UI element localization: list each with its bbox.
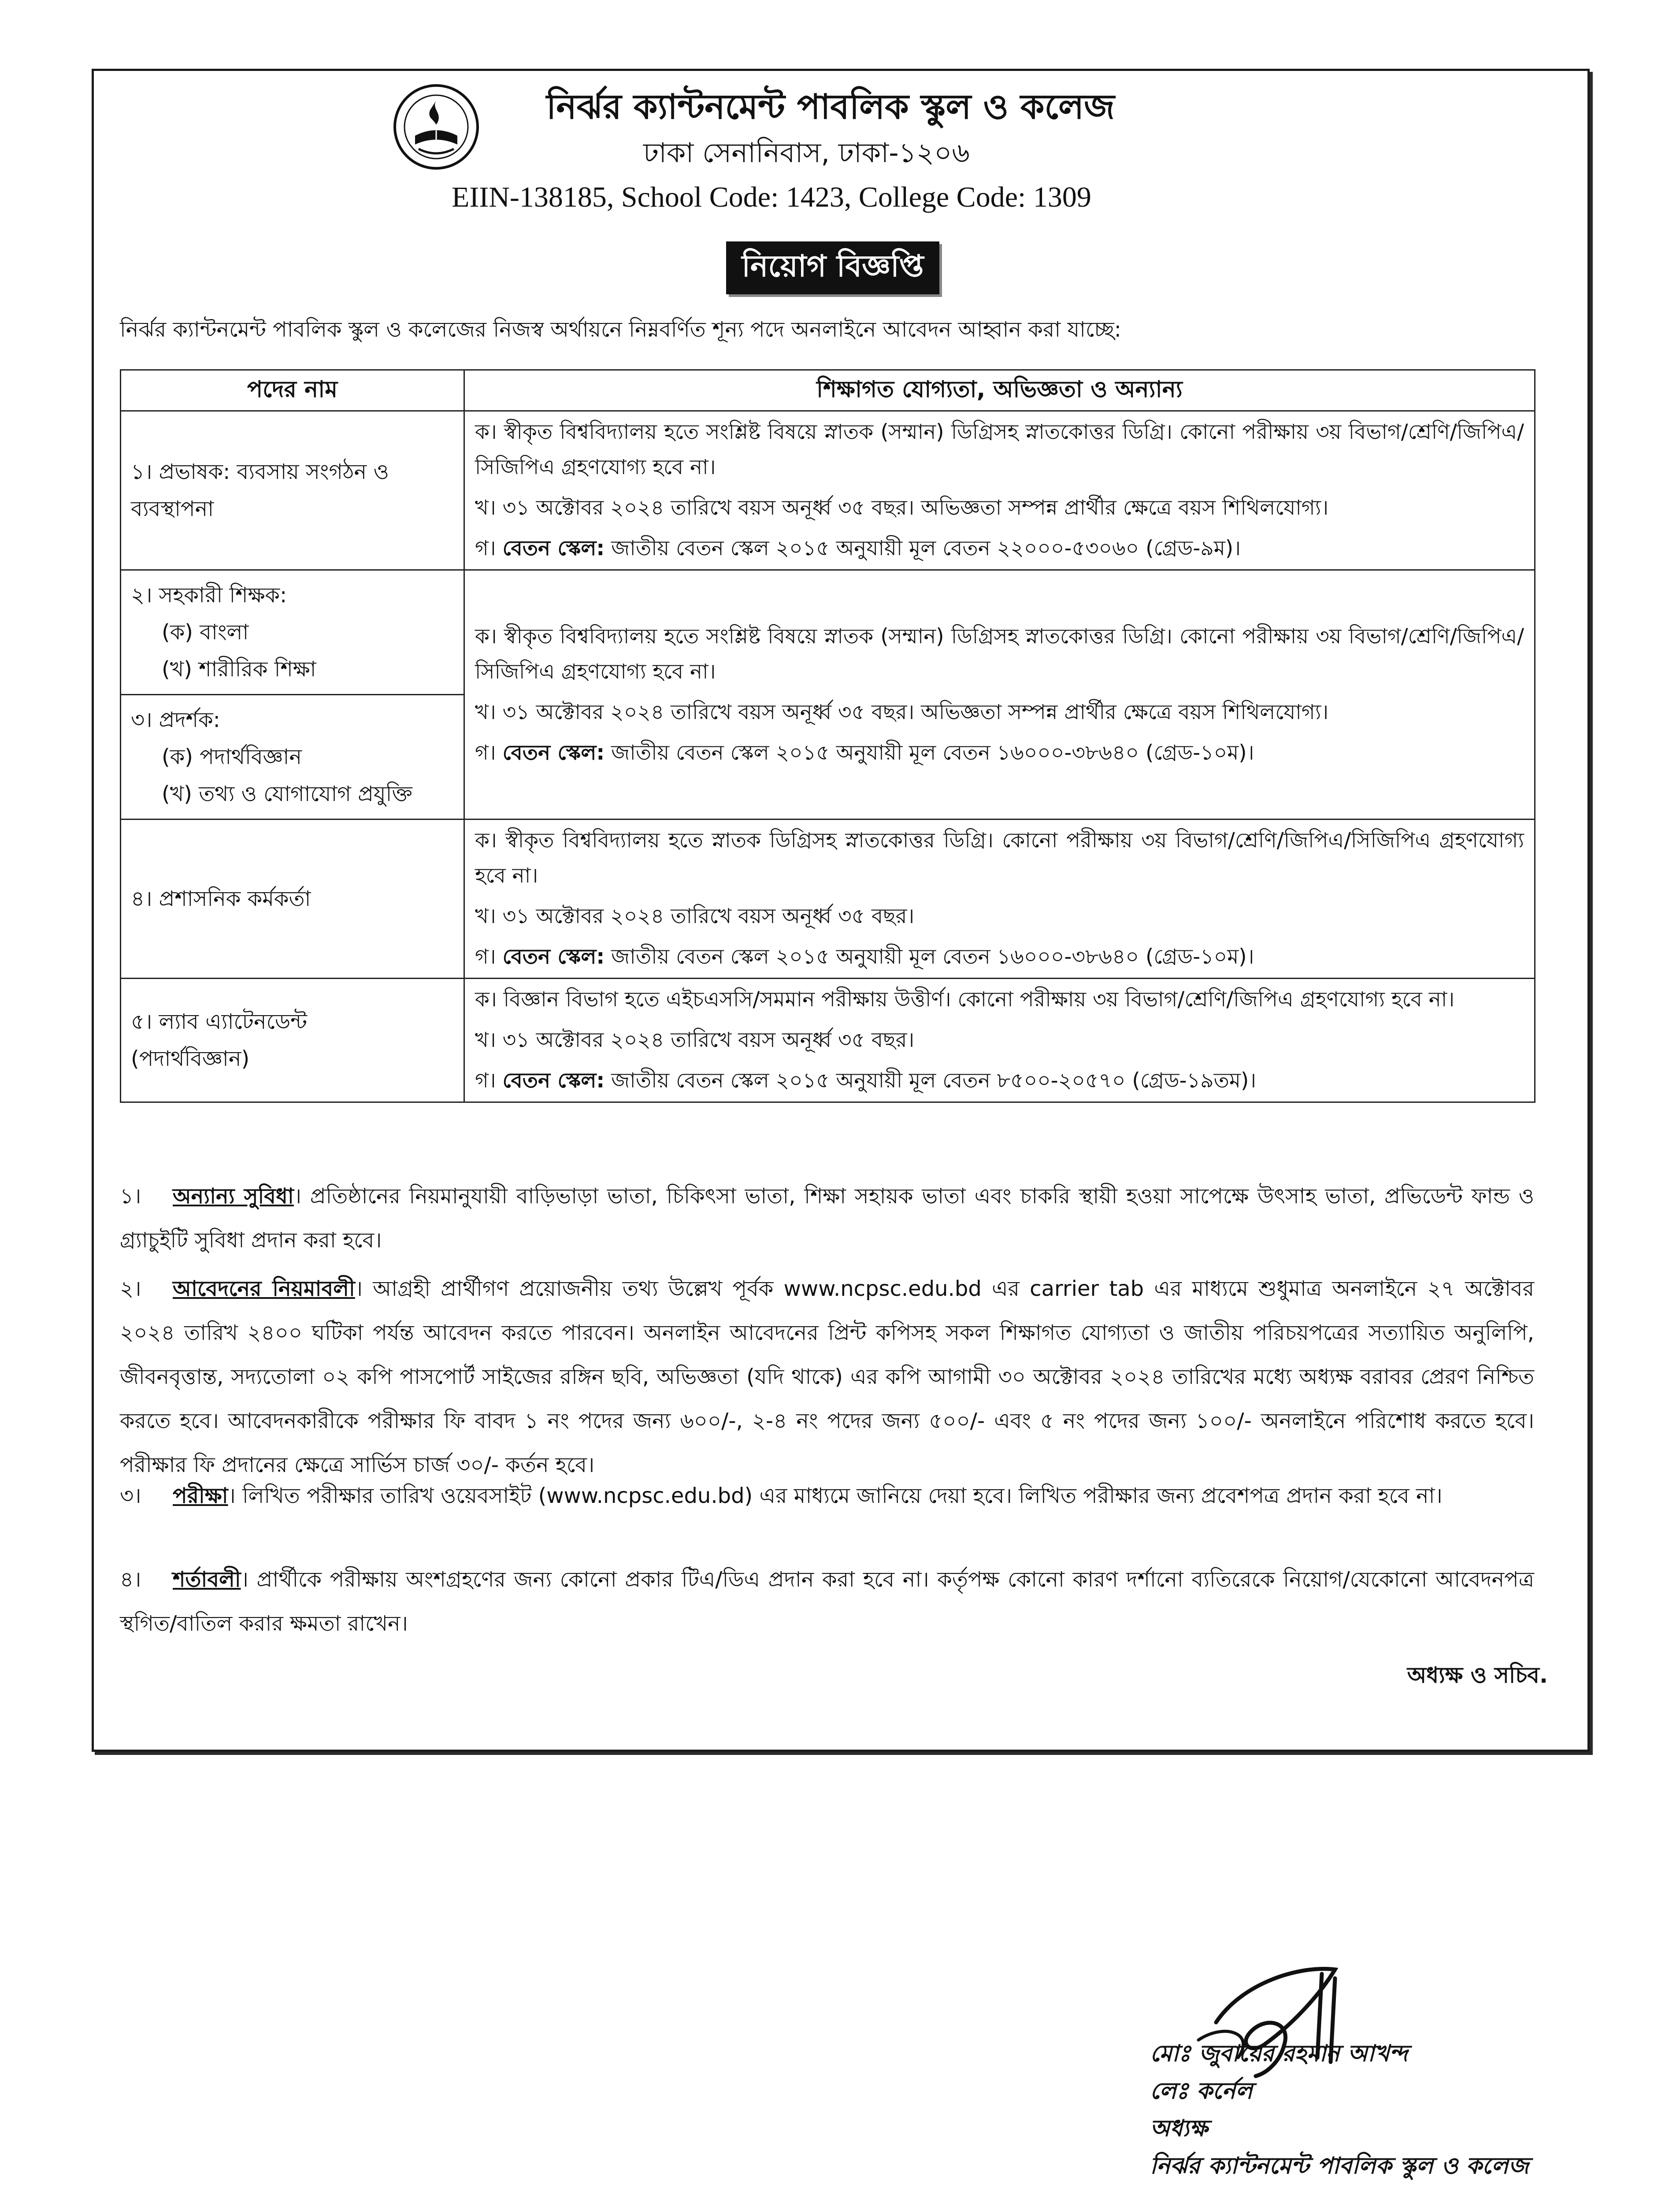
- term-number: ৩।: [120, 1484, 141, 1508]
- signatory-title: অধ্যক্ষ: [1150, 2115, 1208, 2142]
- requirement-education: ক। স্বীকৃত বিশ্ববিদ্যালয় হতে সংশ্লিষ্ট বিষয়ে স্নাতক (সম্মান) ডিগ্রিসহ স্নাতকোত্তর ডিগ্রি। কোনো পরীক্ষায় ৩য় বিভাগ/শ্রেণি/জিপিএ/সিজিপিএ গ্রহণযোগ্য হবে না।: [475, 420, 1524, 479]
- term-heading: পরীক্ষা: [173, 1484, 228, 1508]
- post-line: (ক) পদার্থবিজ্ঞান: [162, 745, 302, 769]
- term-benefits: [120, 1174, 1534, 1262]
- post-cell: [121, 570, 464, 820]
- table-header-row: [121, 370, 1535, 411]
- table-row: [121, 411, 1535, 570]
- intro-text: নির্ঝর ক্যান্টনমেন্ট পাবলিক স্কুল ও কলেজের নিজস্ব অর্থায়নে নিম্নবর্ণিত শূন্য পদে অনলাইনে আবেদন আহ্বান করা যাচ্ছে:: [120, 317, 1121, 342]
- requirement-age: খ। ৩১ অক্টোবর ২০২৪ তারিখে বয়স অনূর্ধ্ব ৩৫ বছর।: [475, 904, 915, 928]
- post-group-demonstrator: [121, 695, 464, 819]
- term-heading: শর্তাবলী: [173, 1567, 241, 1592]
- post-cell: [121, 820, 464, 979]
- requirement-age: খ। ৩১ অক্টোবর ২০২৪ তারিখে বয়স অনূর্ধ্ব ৩৫ বছর। অভিজ্ঞতা সম্পন্ন প্রার্থীর ক্ষেত্রে বয়স শিথিলযোগ্য।: [475, 700, 1329, 724]
- term-number: ১।: [120, 1184, 141, 1209]
- post-line: (খ) তথ্য ও যোগাযোগ প্রযুক্তি: [162, 782, 412, 806]
- institution-codes: EIIN-138185, School Code: 1423, College Code: 1309: [452, 181, 1091, 213]
- post-group-assistant-teacher: [121, 571, 464, 695]
- requirement-education: ক। বিজ্ঞান বিভাগ হতে এইচএসসি/সমমান পরীক্ষায় উত্তীর্ণ। কোনো পরীক্ষায় ৩য় বিভাগ/শ্রেণি/জিপিএ গ্রহণযোগ্য হবে না।: [475, 987, 1455, 1012]
- requirements-cell: [464, 570, 1535, 820]
- table-row: [121, 820, 1535, 979]
- requirement-salary: গ। বেতন স্কেল: জাতীয় বেতন স্কেল ২০১৫ অনুযায়ী মূল বেতন ৮৫০০-২০৫৭০ (গ্রেড-১৯তম)।: [475, 1068, 1257, 1093]
- term-application-rules: [120, 1267, 1534, 1487]
- vacancy-table: [120, 369, 1535, 1103]
- requirement-salary: গ। বেতন স্কেল: জাতীয় বেতন স্কেল ২০১৫ অনুযায়ী মূল বেতন ১৬০০০-৩৮৬৪০ (গ্রেড-১০ম)।: [475, 740, 1254, 765]
- signoff-text: অধ্যক্ষ ও সচিব.: [1407, 1662, 1548, 1688]
- term-number: ৪।: [120, 1567, 141, 1592]
- table-row: [121, 979, 1535, 1102]
- requirement-age: খ। ৩১ অক্টোবর ২০২৪ তারিখে বয়স অনূর্ধ্ব ৩৫ বছর। অভিজ্ঞতা সম্পন্ন প্রার্থীর ক্ষেত্রে বয়স শিথিলযোগ্য।: [475, 496, 1329, 520]
- term-heading: অন্যান্য সুবিধা: [173, 1184, 294, 1209]
- post-line: ৩। প্রদর্শক:: [131, 708, 220, 732]
- post-cell: [121, 979, 464, 1102]
- post-line: ৪। প্রশাসনিক কর্মকর্তা: [131, 886, 311, 911]
- post-line: ১। প্রভাষক: ব্যবসায় সংগঠন ও: [131, 460, 389, 484]
- post-line: (খ) শারীরিক শিক্ষা: [162, 657, 316, 682]
- signatory-rank: লেঃ কর্নেল: [1150, 2078, 1253, 2104]
- term-text: । আগ্রহী প্রার্থীগণ প্রয়োজনীয় তথ্য উল্লেখ পূর্বক www.ncpsc.edu.bd এর carrier tab এর মাধ্যমে শুধুমাত্র অনলাইনে ২৭ অক্টোবর ২০২৪ তারিখ ২৪০০ ঘটিকা পর্যন্ত আবেদন করতে পারবেন। অনলাইন আবেদনের প্রিন্ট কপিসহ সকল শিক্ষাগত যোগ্যতা ও জাতীয় পরিচয়পত্রের সত্যায়িত অনুলিপি, জীবনবৃত্তান্ত, সদ্যতোলা ০২ কপি পাসপোর্ট সাইজের রঙ্গিন ছবি, অভিজ্ঞতা (যদি থাকে) এর কপি আগামী ৩০ অক্টোবর ২০২৪ তারিখের মধ্যে অধ্যক্ষ বরাবর প্রেরণ নিশ্চিত করতে হবে। আবেদনকারীকে পরীক্ষার ফি বাবদ ১ নং পদের জন্য ৬০০/-, ২-৪ নং পদের জন্য ৫০০/- এবং ৫ নং পদের জন্য ১০০/- অনলাইনে পরিশোধ করতে হবে। পরীক্ষার ফি প্রদানের ক্ষেত্রে সার্ভিস চার্জ ৩০/- কর্তন হবে।: [120, 1276, 1535, 1477]
- term-text: । প্রার্থীকে পরীক্ষায় অংশগ্রহণের জন্য কোনো প্রকার টিএ/ডিএ প্রদান করা হবে না। কর্তৃপক্ষ কোনো কারণ দর্শানো ব্যতিরেকে নিয়োগ/যেকোনো আবেদনপত্র স্থগিত/বাতিল করার ক্ষমতা রাখেন।: [120, 1567, 1534, 1636]
- column-header-requirements: শিক্ষাগত যোগ্যতা, অভিজ্ঞতা ও অন্যান্য: [464, 370, 1535, 411]
- requirements-cell: [464, 411, 1535, 570]
- institution-name: নির্ঝর ক্যান্টনমেন্ট পাবলিক স্কুল ও কলেজ: [546, 87, 1115, 127]
- table-row: [121, 570, 1535, 820]
- column-header-post: পদের নাম: [121, 370, 464, 411]
- term-text: । লিখিত পরীক্ষার তারিখ ওয়েবসাইট (www.ncpsc.edu.bd) এর মাধ্যমে জানিয়ে দেয়া হবে। লিখিত পরীক্ষার জন্য প্রবেশপত্র প্রদান করা হবে না।: [228, 1484, 1443, 1508]
- signatory-name: মোঃ জুবায়ের রহমান আখন্দ: [1150, 2040, 1408, 2067]
- requirement-salary: গ। বেতন স্কেল: জাতীয় বেতন স্কেল ২০১৫ অনুযায়ী মূল বেতন ২২০০০-৫৩০৬০ (গ্রেড-৯ম)।: [475, 536, 1241, 560]
- term-heading: আবেদনের নিয়মাবলী: [173, 1276, 355, 1301]
- post-line: ব্যবস্থাপনা: [131, 497, 214, 521]
- post-cell: [121, 411, 464, 570]
- institution-address: ঢাকা সেনানিবাস, ঢাকা-১২০৬: [643, 137, 970, 169]
- term-exam: [120, 1474, 1534, 1518]
- term-text: । প্রতিষ্ঠানের নিয়মানুযায়ী বাড়িভাড়া ভাতা, চিকিৎসা ভাতা, শিক্ষা সহায়ক ভাতা এবং চাকরি স্থায়ী হওয়া সাপেক্ষে উৎসাহ ভাতা, প্রভিডেন্ট ফান্ড ও গ্র্যাচুইটি সুবিধা প্রদান করা হবে।: [120, 1184, 1534, 1253]
- term-conditions: [120, 1558, 1534, 1646]
- requirement-age: খ। ৩১ অক্টোবর ২০২৪ তারিখে বয়স অনূর্ধ্ব ৩৫ বছর।: [475, 1028, 915, 1052]
- signatory-institution: নির্ঝর ক্যান্টনমেন্ট পাবলিক স্কুল ও কলেজ: [1150, 2153, 1529, 2179]
- requirement-salary: গ। বেতন স্কেল: জাতীয় বেতন স্কেল ২০১৫ অনুযায়ী মূল বেতন ১৬০০০-৩৮৬৪০ (গ্রেড-১০ম)।: [475, 945, 1254, 969]
- requirements-cell: [464, 979, 1535, 1102]
- requirements-cell: [464, 820, 1535, 979]
- requirement-education: ক। স্বীকৃত বিশ্ববিদ্যালয় হতে স্নাতক ডিগ্রিসহ স্নাতকোত্তর ডিগ্রি। কোনো পরীক্ষায় ৩য় বিভাগ/শ্রেণি/জিপিএ/সিজিপিএ গ্রহণযোগ্য হবে না।: [475, 828, 1524, 888]
- post-line: (পদার্থবিজ্ঞান): [131, 1046, 250, 1071]
- post-line: ৫। ল্যাব এ্যাটেনডেন্ট: [131, 1009, 307, 1034]
- term-number: ২।: [120, 1276, 141, 1301]
- institution-logo-icon: [392, 83, 480, 171]
- notice-title-badge: নিয়োগ বিজ্ঞপ্তি: [726, 241, 939, 294]
- post-line: (ক) বাংলা: [162, 620, 249, 645]
- post-line: ২। সহকারী শিক্ষক:: [131, 583, 287, 608]
- requirement-education: ক। স্বীকৃত বিশ্ববিদ্যালয় হতে সংশ্লিষ্ট বিষয়ে স্নাতক (সম্মান) ডিগ্রিসহ স্নাতকোত্তর ডিগ্রি। কোনো পরীক্ষায় ৩য় বিভাগ/শ্রেণি/জিপিএ/সিজিপিএ গ্রহণযোগ্য হবে না।: [475, 624, 1524, 684]
